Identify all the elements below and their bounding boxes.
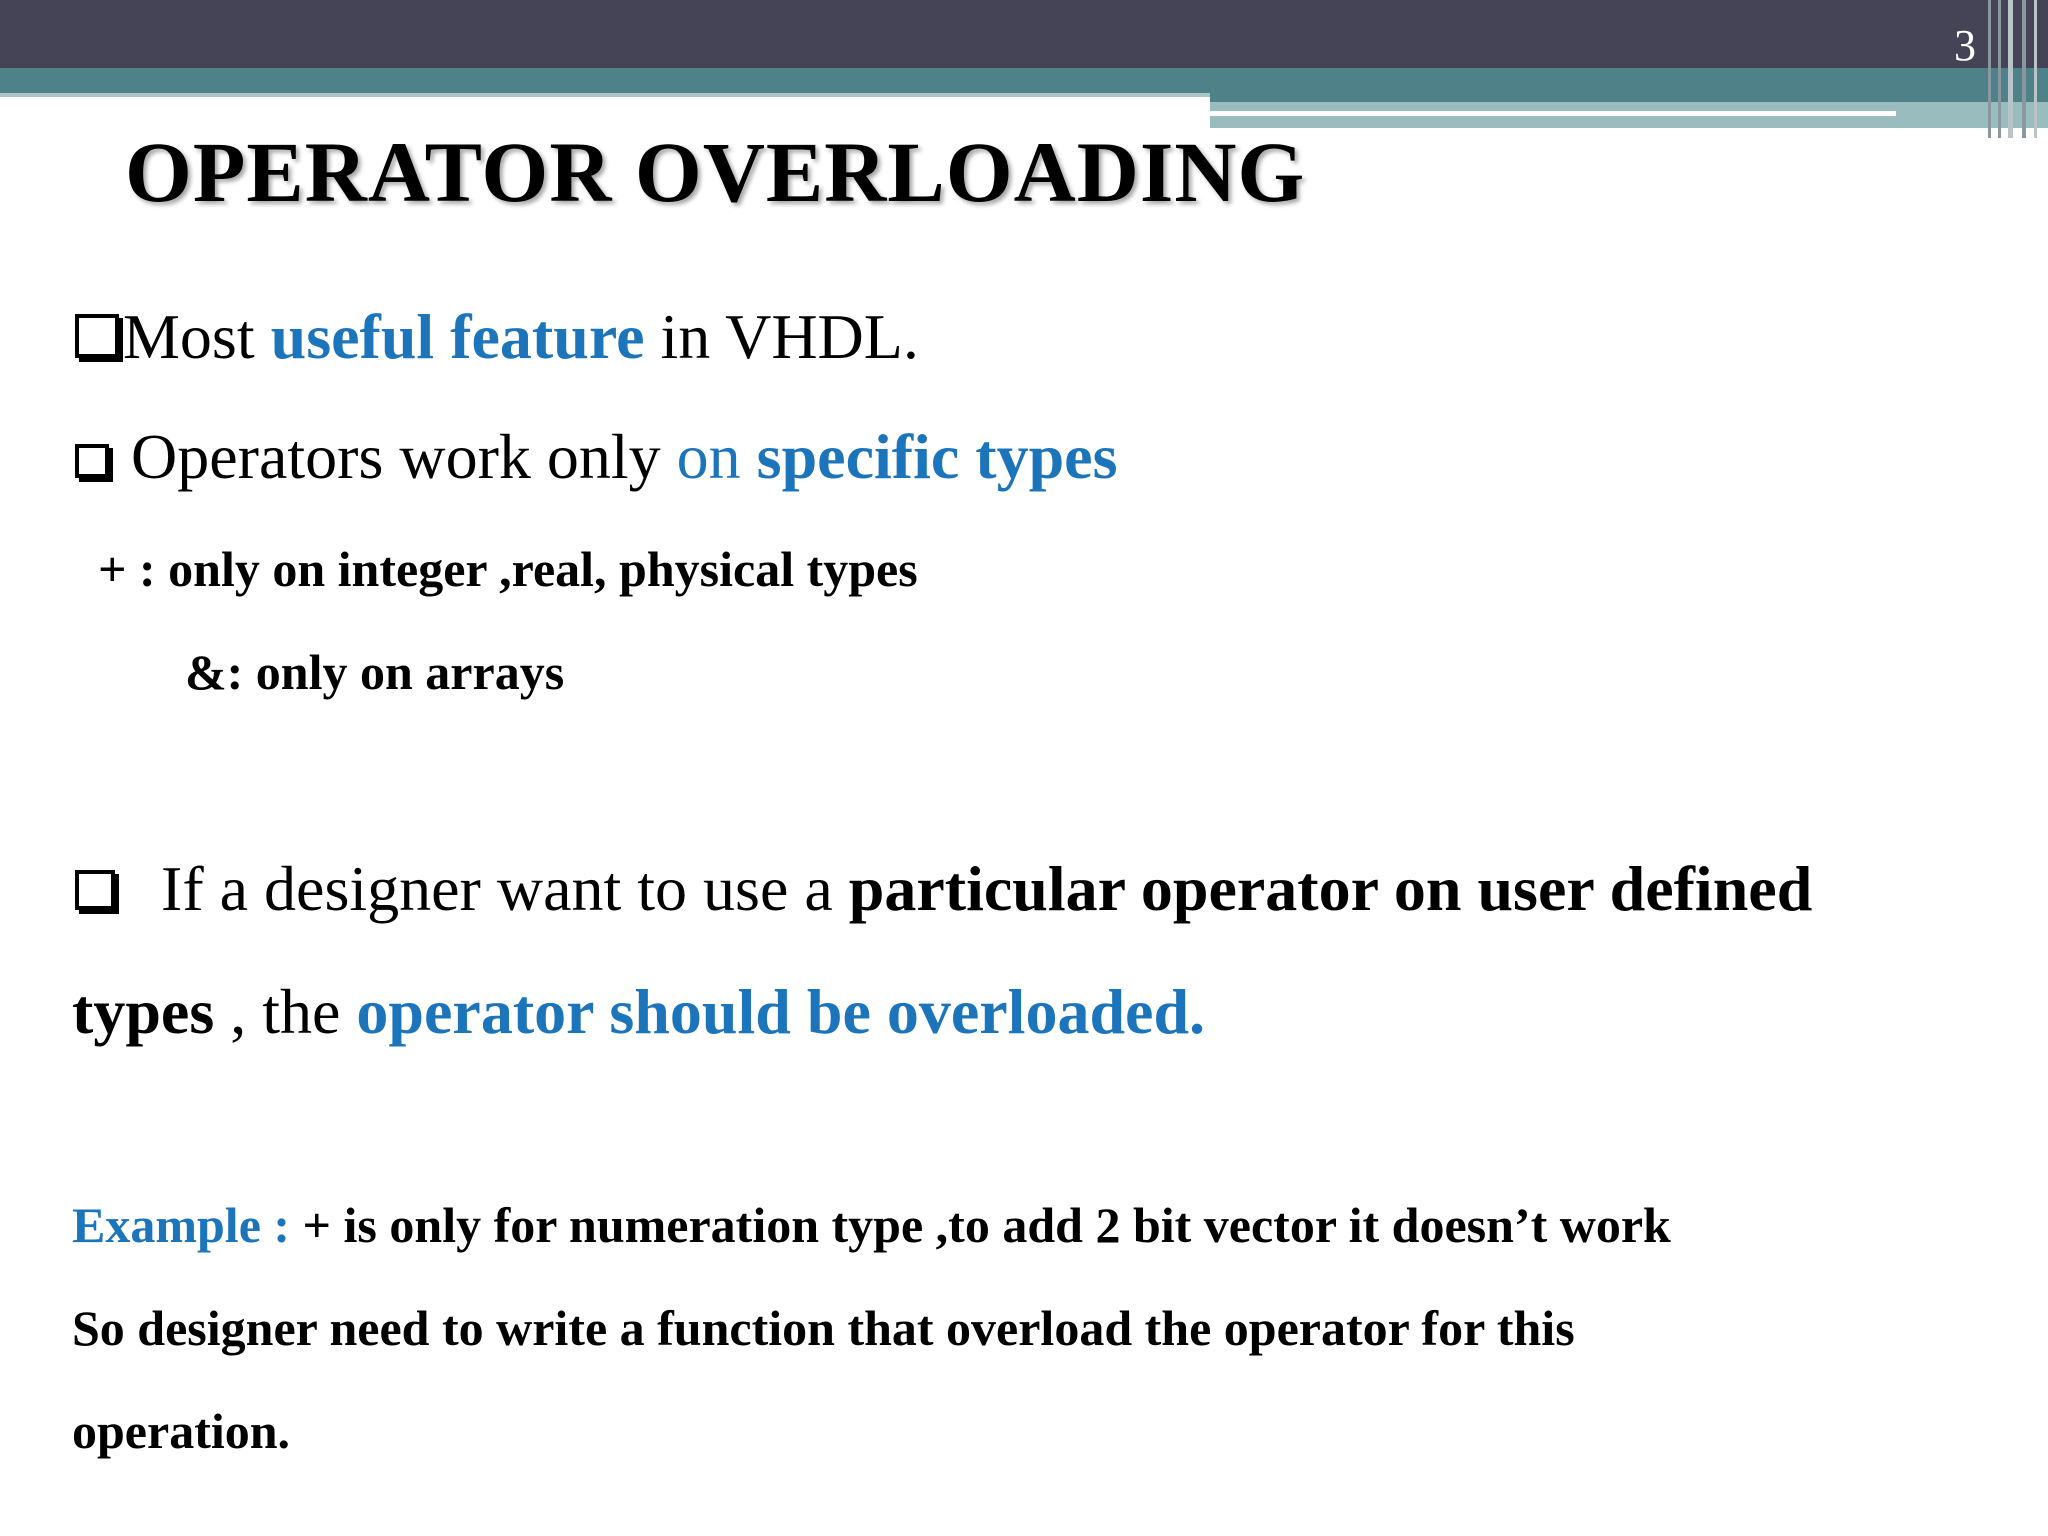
bullet-highlight-light: on [676,421,757,492]
header-line-white [1210,111,1896,116]
bullet-designer-operator-continued [72,975,1205,1049]
bullet-bold-text: types [72,976,215,1047]
example-line-3: operation. [72,1403,291,1459]
header-fade [0,97,1210,107]
bullet-designer-operator [75,852,1812,926]
bullet-specific-types [75,420,1117,494]
header-vertical-bar [2022,0,2026,138]
sub-point-ampersand: &: only on arrays [185,644,565,700]
bullet-highlight: specific types [756,421,1118,492]
example-line-1 [72,1196,1671,1254]
bullet-highlight: operator should be overloaded. [356,976,1206,1047]
header-band-dark [0,0,2048,68]
bullet-text: If a designer want to use a [161,853,849,924]
example-label: Example : [72,1197,303,1253]
checkbox-bullet-icon [75,314,119,358]
bullet-highlight: useful feature [270,301,645,372]
example-text: + is only for numeration type ,to add 2 bit vector it doesn’t work [302,1197,1671,1253]
header-vertical-bar [2008,0,2013,138]
header-vertical-bar [1998,0,2001,138]
bullet-useful-feature [75,300,919,374]
checkbox-bullet-icon [75,870,115,910]
bullet-text: , the [214,976,357,1047]
example-line-2: So designer need to write a function that overload the operator for this [72,1300,1575,1356]
checkbox-bullet-icon [75,444,109,478]
bullet-text: Operators work only [131,421,677,492]
slide-title: OPERATOR OVERLOADING [125,124,1306,220]
bullet-text: Most [123,301,271,372]
bullet-text: in VHDL. [644,301,919,372]
slide-number: 3 [1954,21,1976,70]
bullet-bold-text: particular operator on user defined [848,853,1813,924]
sub-point-plus: + : only on integer ,real, physical types [98,541,918,597]
header-vertical-bar [2034,0,2037,138]
